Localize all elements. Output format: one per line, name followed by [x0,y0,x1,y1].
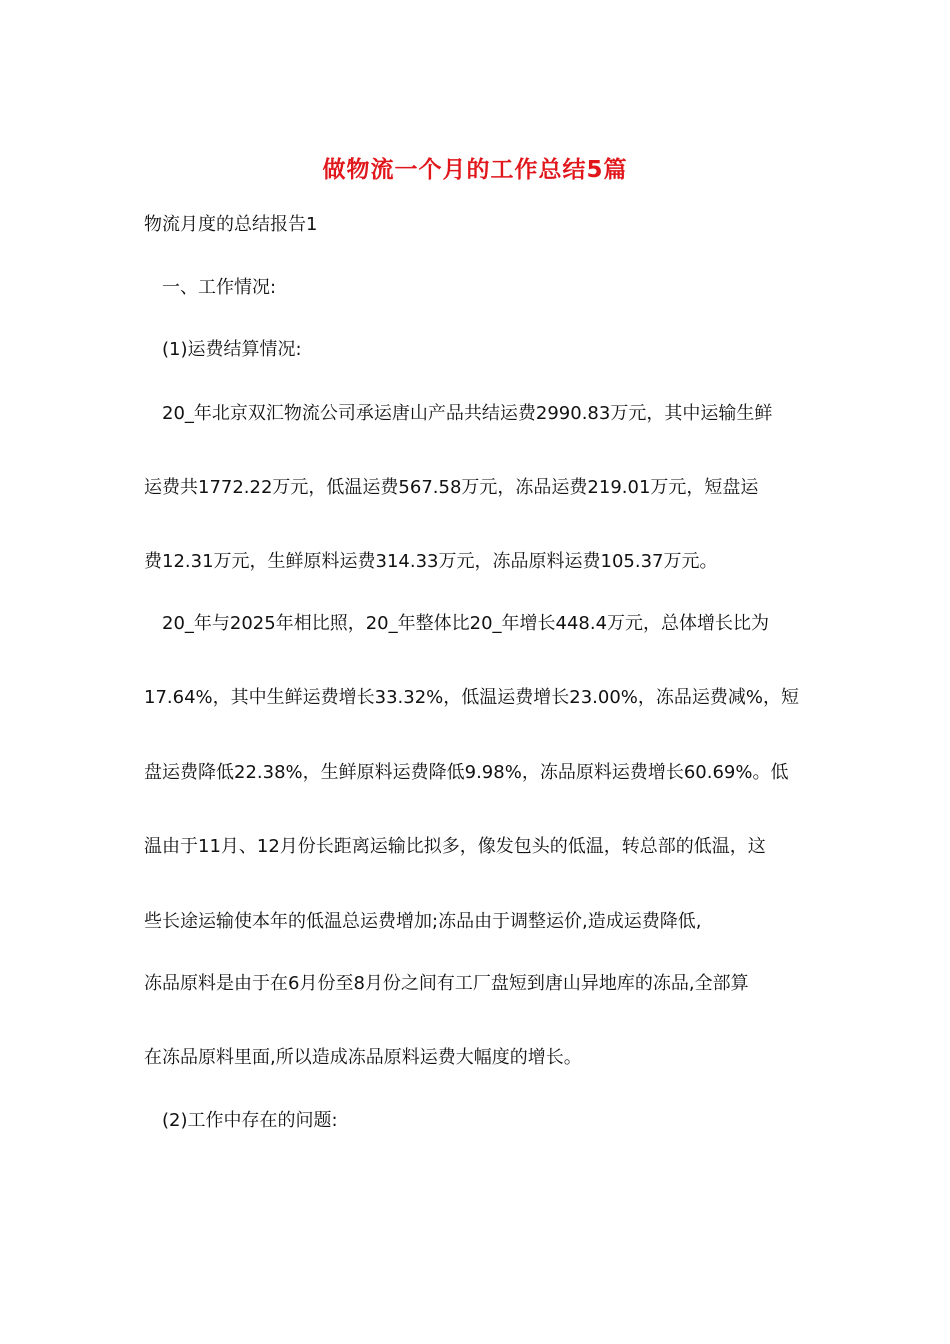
paragraph-line: 运费共1772.22万元，低温运费567.58万元，冻品运费219.01万元，短盘运 [144,477,759,498]
paragraph-line: 些长途运输使本年的低温总运费增加;冻品由于调整运价,造成运费降低, [144,911,702,932]
section-title: 物流月度的总结报告1 [144,214,318,235]
heading-freight-settlement: (1)运费结算情况: [162,339,302,360]
paragraph-line: 费12.31万元，生鲜原料运费314.33万元，冻品原料运费105.37万元。 [144,551,718,572]
paragraph-line: 20_年北京双汇物流公司承运唐山产品共结运费2990.83万元，其中运输生鲜 [162,403,773,424]
paragraph-line: 冻品原料是由于在6月份至8月份之间有工厂盘短到唐山异地库的冻品,全部算 [144,973,749,994]
heading-work-status: 一、工作情况: [162,277,277,298]
heading-problems: (2)工作中存在的问题: [162,1110,338,1131]
paragraph-line: 20_年与2025年相比照，20_年整体比20_年增长448.4万元，总体增长比为 [162,613,770,634]
document-title: 做物流一个月的工作总结5篇 [322,157,628,183]
paragraph-line: 在冻品原料里面,所以造成冻品原料运费大幅度的增长。 [144,1047,582,1068]
paragraph-line: 17.64%，其中生鲜运费增长33.32%，低温运费增长23.00%，冻品运费减%，短 [144,687,800,708]
paragraph-line: 盘运费降低22.38%，生鲜原料运费降低9.98%，冻品原料运费增长60.69%。低 [144,762,789,783]
paragraph-line: 温由于11月、12月份长距离运输比拟多，像发包头的低温，转总部的低温，这 [144,836,766,857]
